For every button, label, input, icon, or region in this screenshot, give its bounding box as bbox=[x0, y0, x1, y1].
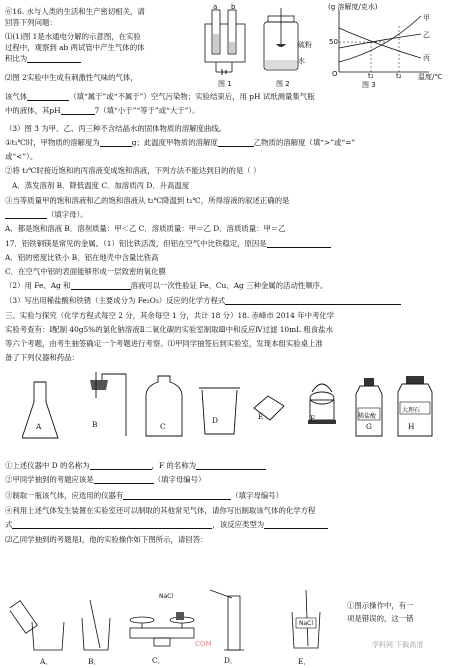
curve-jia bbox=[339, 16, 421, 62]
q16-p1-a: ⑴(1)图 1是水通电分解的示意图，在实验 bbox=[5, 32, 141, 41]
step-c-weigh bbox=[130, 612, 194, 646]
fig1-label-b: b bbox=[231, 3, 236, 11]
step-e-dissolve bbox=[292, 590, 320, 648]
q17-option-ab: A．铝的密度比铁小 B．铝在地壳中含量比铁高 bbox=[5, 253, 159, 262]
fig3-tick-t2: t₂ bbox=[396, 72, 402, 80]
q18-s3: ③制取一瓶该气体，应选用的仪器有 （填字母编号） bbox=[5, 491, 284, 500]
q18-line-a: 三、实验与探究（化学方程式每空 2 分，其余每空 1 分，共计 18 分）18. 赤峰市 2014 年中考化学 bbox=[5, 311, 335, 320]
q18-line-c: 等六个考题，由考生抽签确定一个考题进行考察。⑴甲同学抽签后到实验室，发现本组实验桌上准 bbox=[5, 339, 323, 348]
q16-p3-3-options: A．都是饱和溶液 B．溶剂质量：甲＜乙 C．溶质质量：甲＝乙 D．溶质质量：甲＝乙 bbox=[5, 224, 286, 233]
apparatus-label-a: A bbox=[36, 422, 42, 431]
figure-3-solubility-curves bbox=[325, 6, 435, 80]
fig3-tick-t1: t₁ bbox=[368, 72, 374, 80]
fig2-caption: 图 2 bbox=[276, 80, 290, 88]
q17-stem: 17．铝铁铜镁是常见的金属。（1）铝比铁活泼，但铝在空气中比铁稳定，原因是 bbox=[5, 239, 331, 248]
q16-p2-a: ⑵图 2实验中生成有刺激性气味的气体， bbox=[5, 73, 138, 82]
fig3-caption: 图 3 bbox=[362, 81, 376, 89]
step-label-c: C． bbox=[152, 656, 166, 665]
q18-s1: ①上述仪器中 D 的名称为 ，F 的名称为 bbox=[5, 461, 266, 470]
q16-p2-b: 该气体 （填“属于”或“不属于”）空气污染物；实验结束后，用 pH 试纸测量集气瓶 bbox=[5, 92, 315, 101]
q18-right-note-a: ①图示操作中，有一 bbox=[347, 601, 414, 610]
q18-s5: ⑵乙同学抽到的考题是Ⅰ，他的实验操作如下图所示，请回答： bbox=[5, 535, 208, 544]
bottle-h-label: 大理石 bbox=[402, 407, 421, 414]
fig3-legend-yi: 乙 bbox=[423, 31, 430, 39]
fig1-label-a: a bbox=[213, 3, 218, 11]
apparatus-label-f: F bbox=[310, 414, 316, 423]
step-b-stir bbox=[82, 600, 110, 650]
step-label-b: B． bbox=[88, 657, 101, 666]
step-a-take-salt bbox=[10, 601, 64, 650]
q16-stem-2: 回答下列问题： bbox=[5, 18, 57, 27]
footer-watermark: 学科网 下载高清 bbox=[372, 641, 424, 649]
q16-p1-c: 积比为 bbox=[5, 54, 81, 63]
q16-p1-b: 过程中，观察到 ab 两试管中产生气体的体 bbox=[5, 43, 145, 52]
apparatus-d-beaker bbox=[199, 388, 240, 434]
nacl-label-e: NaCl bbox=[299, 620, 314, 627]
q18-right-note-b: 项是错误的，这一错 bbox=[347, 614, 414, 623]
q18-line-d: 备了下列仪器和药品： bbox=[5, 353, 79, 362]
bottle-g-label: 稀盐酸 bbox=[358, 413, 377, 420]
q17-option-c: C．在空气中铝的表面能够形成一层致密的氧化膜 bbox=[5, 267, 166, 276]
fig3-y-label: (g 溶解度/克水) bbox=[328, 3, 378, 11]
nacl-label-c: NaCl bbox=[159, 593, 174, 600]
q16-p3: （3）图 3 为甲、乙、丙三种不含结晶水的固体物质的溶解度曲线。 bbox=[5, 124, 227, 133]
q16-p3-1: ①t₁℃时，甲物质的溶解度为 g；此温度甲物质的溶解度 乙物质的溶解度（填“>”或“=” bbox=[5, 138, 356, 147]
apparatus-row bbox=[22, 372, 452, 452]
figure-1-electrolysis bbox=[200, 4, 250, 82]
apparatus-label-b: B bbox=[92, 420, 98, 429]
q16-p3-3a: ③当等质量甲的饱和溶液和乙的饱和溶液从 t₂℃降温到 t₁℃，所得溶液的叙述正确的是 bbox=[5, 196, 290, 205]
step-label-e: E． bbox=[298, 657, 311, 666]
apparatus-label-d: D bbox=[212, 416, 218, 425]
apparatus-label-e: E bbox=[258, 412, 264, 421]
fig1-caption: 图 1 bbox=[218, 80, 232, 88]
q16-p3-2-options: A．蒸发溶剂 B．降低温度 C．加溶质丙 D．升高温度 bbox=[12, 181, 190, 190]
footer-watermark-left: COM bbox=[195, 640, 212, 648]
q18-line-b: 实验考查有：Ⅰ配制 40g5%的氯化钠溶液Ⅱ二氧化碳的实验室制取Ⅲ中和反应Ⅳ过滤 10mL 粗食盐水 bbox=[5, 325, 333, 334]
step-label-d: D． bbox=[224, 656, 238, 665]
fig3-legend-bing: 丙 bbox=[423, 54, 430, 62]
apparatus-label-c: C bbox=[160, 422, 166, 431]
fig3-legend-jia: 甲 bbox=[423, 14, 430, 22]
apparatus-label-h: H bbox=[408, 422, 415, 431]
q18-s4b: 式 ，该反应类型为 bbox=[5, 520, 328, 529]
fig2-label-sulfur: 硫粉 bbox=[298, 41, 312, 49]
q18-s2: ②甲同学抽到的考题应该是 （填字母编号） bbox=[5, 475, 206, 484]
q16-p3-3b: （填字母）。 bbox=[5, 210, 88, 219]
q16-p3-2: ②将 t₂℃时接近饱和的丙溶液变成饱和溶液，下列方法不能达到目的的是（ ） bbox=[5, 166, 261, 175]
fig2-label-water: 水 bbox=[298, 57, 305, 65]
step-label-a: A． bbox=[40, 657, 53, 666]
q17-p2: （2）用 Fe、Ag 和 溶液可以一次性验证 Fe、Cu、Ag 三种金属的活动性顺序。 bbox=[5, 281, 328, 290]
q16-p2-c: 中的液体，其pH 7（填“小于”“等于”或“大于”）。 bbox=[5, 106, 200, 115]
curve-bing bbox=[339, 28, 421, 58]
q17-p3: （3）写出用稀盐酸和铁锈（主要成分为 Fe₂O₃）反应的化学方程式 bbox=[5, 296, 401, 305]
q18-s4a: ④利用上述气体发生装置在实验室还可以制取的其他常见气体，请你写出制取该气体的化学方程 bbox=[5, 506, 316, 515]
apparatus-label-g: G bbox=[366, 422, 372, 431]
q16-p3-1d: 或“<”）。 bbox=[5, 152, 38, 161]
step-d-measure-water bbox=[210, 590, 244, 650]
fig3-x-label: 温度/℃ bbox=[418, 73, 443, 81]
fig3-tick-50: 50 bbox=[329, 38, 338, 46]
q16-stem-1: ⑥16. 水与人类的生活和生产密切相关，请 bbox=[5, 7, 145, 16]
fig3-origin: O bbox=[332, 70, 338, 78]
